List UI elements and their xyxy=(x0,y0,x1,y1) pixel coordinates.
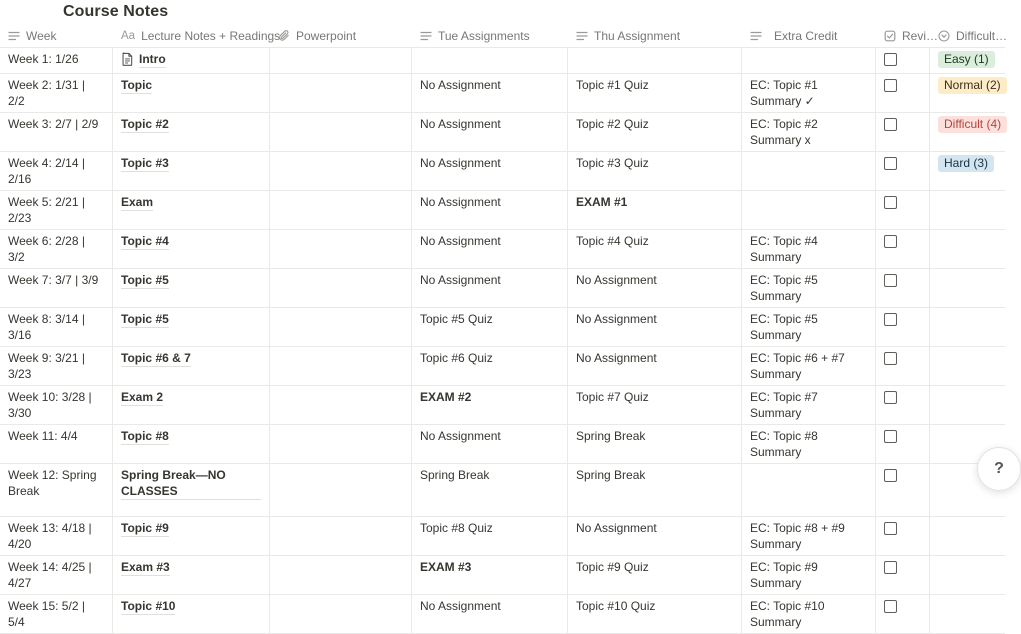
text-property-icon xyxy=(750,30,762,42)
reviewed-cell xyxy=(876,386,930,424)
table-row xyxy=(0,191,1005,230)
reviewed-checkbox[interactable] xyxy=(884,391,897,404)
difficulty-cell[interactable] xyxy=(930,308,1005,346)
extra-credit-cell[interactable] xyxy=(742,464,876,516)
lecture-page-link[interactable] xyxy=(121,520,169,537)
thu-assignment-cell[interactable]: EXAM #1 xyxy=(568,191,742,229)
reviewed-checkbox[interactable] xyxy=(884,53,897,66)
thu-assignment-cell[interactable]: Topic #9 Quiz xyxy=(568,556,742,594)
powerpoint-cell[interactable] xyxy=(270,425,412,463)
difficulty-tag: Difficult (4) xyxy=(938,116,1007,133)
reviewed-checkbox[interactable] xyxy=(884,600,897,613)
extra-credit-cell[interactable]: EC: Topic #6 + #7 Summary xyxy=(742,347,876,385)
column-header-label: Lecture Notes + Readings xyxy=(141,29,281,43)
table-row xyxy=(0,386,1005,425)
reviewed-checkbox[interactable] xyxy=(884,79,897,92)
reviewed-checkbox[interactable] xyxy=(884,352,897,365)
lecture-notes-cell[interactable] xyxy=(113,74,270,112)
reviewed-cell xyxy=(876,230,930,268)
column-header-reviewed[interactable] xyxy=(876,25,939,47)
tue-assignment-cell[interactable]: No Assignment xyxy=(412,230,568,268)
week-cell[interactable]: Week 5: 2/21 | 2/23 xyxy=(0,191,113,229)
week-cell[interactable]: Week 15: 5/2 | 5/4 xyxy=(0,595,113,633)
reviewed-cell xyxy=(876,269,930,307)
difficulty-cell[interactable] xyxy=(930,556,1005,594)
lecture-page-link[interactable] xyxy=(121,155,169,172)
tue-assignment-cell[interactable]: No Assignment xyxy=(412,269,568,307)
lecture-page-title: Exam 2 xyxy=(121,390,164,404)
help-button[interactable]: ? xyxy=(977,447,1021,491)
column-header-lecture-notes[interactable] xyxy=(113,25,281,47)
reviewed-cell xyxy=(876,152,930,190)
lecture-page-link[interactable] xyxy=(121,77,152,94)
difficulty-cell[interactable] xyxy=(930,347,1005,385)
text-property-icon xyxy=(8,30,20,42)
lecture-page-link[interactable] xyxy=(121,389,163,406)
lecture-notes-cell[interactable] xyxy=(113,269,270,307)
tue-assignment-cell[interactable]: Topic #5 Quiz xyxy=(412,308,568,346)
powerpoint-cell[interactable] xyxy=(270,113,412,151)
lecture-page-link[interactable] xyxy=(121,272,169,289)
lecture-page-link[interactable] xyxy=(121,467,261,500)
thu-assignment-cell[interactable]: Topic #3 Quiz xyxy=(568,152,742,190)
lecture-page-link[interactable] xyxy=(121,116,169,133)
powerpoint-cell[interactable] xyxy=(270,386,412,424)
difficulty-cell[interactable] xyxy=(930,269,1005,307)
tue-assignment-cell[interactable]: No Assignment xyxy=(412,425,568,463)
tue-assignment-cell[interactable]: EXAM #2 xyxy=(412,386,568,424)
week-cell[interactable]: Week 13: 4/18 | 4/20 xyxy=(0,517,113,555)
extra-credit-cell[interactable]: EC: Topic #5 Summary xyxy=(742,308,876,346)
extra-credit-cell[interactable]: EC: Topic #8 Summary xyxy=(742,425,876,463)
difficulty-tag: Hard (3) xyxy=(938,155,994,172)
table-row xyxy=(0,269,1005,308)
lecture-page-link[interactable] xyxy=(121,559,170,576)
powerpoint-cell[interactable] xyxy=(270,269,412,307)
lecture-notes-cell[interactable] xyxy=(113,113,270,151)
difficulty-cell[interactable] xyxy=(930,48,1005,73)
lecture-page-link[interactable] xyxy=(121,598,175,615)
reviewed-cell xyxy=(876,191,930,229)
page-title[interactable]: Course Notes xyxy=(63,3,169,20)
difficulty-tag: Easy (1) xyxy=(938,51,995,68)
powerpoint-cell[interactable] xyxy=(270,230,412,268)
lecture-page-link[interactable] xyxy=(121,233,169,250)
column-header-difficulty[interactable] xyxy=(930,25,1008,47)
reviewed-checkbox[interactable] xyxy=(884,235,897,248)
thu-assignment-cell[interactable]: Spring Break xyxy=(568,425,742,463)
powerpoint-cell[interactable] xyxy=(270,48,412,73)
extra-credit-cell[interactable] xyxy=(742,191,876,229)
lecture-page-title: Topic #4 xyxy=(121,234,169,248)
reviewed-checkbox[interactable] xyxy=(884,118,897,131)
column-header-thu-assignment[interactable] xyxy=(568,25,742,47)
thu-assignment-cell[interactable]: No Assignment xyxy=(568,269,742,307)
powerpoint-cell[interactable] xyxy=(270,308,412,346)
reviewed-checkbox[interactable] xyxy=(884,522,897,535)
reviewed-checkbox[interactable] xyxy=(884,430,897,443)
lecture-notes-cell[interactable] xyxy=(113,48,270,73)
reviewed-cell xyxy=(876,113,930,151)
thu-assignment-cell[interactable]: No Assignment xyxy=(568,347,742,385)
table-row xyxy=(0,230,1005,269)
thu-assignment-cell[interactable] xyxy=(568,48,742,73)
powerpoint-cell[interactable] xyxy=(270,347,412,385)
lecture-page-link[interactable] xyxy=(121,194,153,211)
column-header-label: Tue Assignments xyxy=(438,29,530,43)
lecture-notes-cell[interactable] xyxy=(113,347,270,385)
lecture-page-link[interactable] xyxy=(121,428,169,445)
reviewed-cell xyxy=(876,517,930,555)
reviewed-checkbox[interactable] xyxy=(884,469,897,482)
difficulty-cell[interactable] xyxy=(930,113,1005,151)
column-header-label: Extra Credit xyxy=(774,29,838,43)
week-cell[interactable]: Week 1: 1/26 xyxy=(0,48,113,73)
table-row xyxy=(0,48,1005,74)
column-header-tue-assignments[interactable] xyxy=(412,25,568,47)
week-cell[interactable]: Week 10: 3/28 | 3/30 xyxy=(0,386,113,424)
lecture-notes-cell[interactable] xyxy=(113,595,270,633)
difficulty-cell[interactable] xyxy=(930,386,1005,424)
column-header-week[interactable] xyxy=(0,25,113,47)
lecture-notes-cell[interactable] xyxy=(113,464,270,516)
lecture-page-title: Spring Break—NO CLASSES xyxy=(121,467,261,500)
text-property-icon xyxy=(576,30,588,42)
week-cell[interactable]: Week 4: 2/14 | 2/16 xyxy=(0,152,113,190)
table-row xyxy=(0,308,1005,347)
checkbox-icon xyxy=(884,30,896,42)
extra-credit-cell[interactable]: EC: Topic #2 Summary x xyxy=(742,113,876,151)
thu-assignment-cell[interactable]: Topic #4 Quiz xyxy=(568,230,742,268)
lecture-page-title: Intro xyxy=(139,52,166,66)
lecture-notes-cell[interactable] xyxy=(113,517,270,555)
lecture-notes-cell[interactable] xyxy=(113,152,270,190)
extra-credit-cell[interactable] xyxy=(742,152,876,190)
table-row xyxy=(0,517,1005,556)
table-row xyxy=(0,595,1005,634)
table-row xyxy=(0,347,1005,386)
powerpoint-cell[interactable] xyxy=(270,152,412,190)
thu-assignment-cell[interactable]: No Assignment xyxy=(568,517,742,555)
extra-credit-cell[interactable]: EC: Topic #9 Summary xyxy=(742,556,876,594)
lecture-page-title: Exam #3 xyxy=(121,560,170,574)
paperclip-icon xyxy=(278,30,290,42)
title-property-icon: Aa xyxy=(121,30,136,42)
difficulty-cell[interactable] xyxy=(930,517,1005,555)
week-cell[interactable]: Week 2: 1/31 | 2/2 xyxy=(0,74,113,112)
powerpoint-cell[interactable] xyxy=(270,191,412,229)
lecture-page-title: Topic #10 xyxy=(121,599,176,613)
thu-assignment-cell[interactable]: Topic #7 Quiz xyxy=(568,386,742,424)
week-cell[interactable]: Week 8: 3/14 | 3/16 xyxy=(0,308,113,346)
tue-assignment-cell[interactable]: Topic #8 Quiz xyxy=(412,517,568,555)
difficulty-cell[interactable] xyxy=(930,595,1005,633)
tue-assignment-cell[interactable]: EXAM #3 xyxy=(412,556,568,594)
tue-assignment-cell[interactable] xyxy=(412,48,568,73)
difficulty-cell[interactable] xyxy=(930,230,1005,268)
table-body xyxy=(0,48,1005,634)
reviewed-cell xyxy=(876,48,930,73)
powerpoint-cell[interactable] xyxy=(270,464,412,516)
week-cell[interactable]: Week 12: Spring Break xyxy=(0,464,113,516)
lecture-notes-cell[interactable] xyxy=(113,556,270,594)
reviewed-checkbox[interactable] xyxy=(884,561,897,574)
extra-credit-cell[interactable]: EC: Topic #7 Summary xyxy=(742,386,876,424)
week-cell[interactable]: Week 3: 2/7 | 2/9 xyxy=(0,113,113,151)
lecture-page-link[interactable] xyxy=(121,350,191,367)
extra-credit-cell[interactable]: EC: Topic #4 Summary xyxy=(742,230,876,268)
table-row xyxy=(0,464,1005,517)
reviewed-cell xyxy=(876,556,930,594)
powerpoint-cell[interactable] xyxy=(270,517,412,555)
lecture-page-link[interactable] xyxy=(121,51,166,68)
course-notes-page xyxy=(0,2,1008,629)
lecture-notes-cell[interactable] xyxy=(113,308,270,346)
column-header-powerpoint[interactable] xyxy=(270,25,412,47)
tue-assignment-cell[interactable]: No Assignment xyxy=(412,191,568,229)
reviewed-cell xyxy=(876,595,930,633)
lecture-page-title: Topic #2 xyxy=(121,117,169,131)
powerpoint-cell[interactable] xyxy=(270,556,412,594)
difficulty-tag: Normal (2) xyxy=(938,77,1007,94)
lecture-notes-cell[interactable] xyxy=(113,191,270,229)
thu-assignment-cell[interactable]: Topic #2 Quiz xyxy=(568,113,742,151)
lecture-notes-cell[interactable] xyxy=(113,386,270,424)
lecture-page-title: Exam xyxy=(121,195,154,209)
extra-credit-cell[interactable]: EC: Topic #1 Summary ✓ xyxy=(742,74,876,112)
extra-credit-cell[interactable] xyxy=(742,48,876,73)
column-header-label: Week xyxy=(26,29,57,43)
column-header-label: Revi… xyxy=(902,29,939,43)
column-header-extra-credit[interactable] xyxy=(742,25,876,47)
lecture-page-title: Topic xyxy=(121,78,153,92)
table-row xyxy=(0,113,1005,152)
lecture-page-title: Topic #3 xyxy=(121,156,169,170)
reviewed-checkbox[interactable] xyxy=(884,157,897,170)
tue-assignment-cell[interactable]: Topic #6 Quiz xyxy=(412,347,568,385)
table-row xyxy=(0,152,1005,191)
tue-assignment-cell[interactable]: Spring Break xyxy=(412,464,568,516)
table-row xyxy=(0,556,1005,595)
tue-assignment-cell[interactable]: No Assignment xyxy=(412,113,568,151)
page-icon xyxy=(121,52,134,66)
reviewed-cell xyxy=(876,308,930,346)
tue-assignment-cell[interactable]: No Assignment xyxy=(412,74,568,112)
column-header-label: Powerpoint xyxy=(296,29,357,43)
difficulty-cell[interactable] xyxy=(930,152,1005,190)
table-row xyxy=(0,425,1005,464)
lecture-page-title: Topic #9 xyxy=(121,521,169,535)
table-row xyxy=(0,74,1005,113)
thu-assignment-cell[interactable]: Topic #1 Quiz xyxy=(568,74,742,112)
powerpoint-cell[interactable] xyxy=(270,74,412,112)
table-header xyxy=(0,25,1008,48)
extra-credit-cell[interactable]: EC: Topic #8 + #9 Summary xyxy=(742,517,876,555)
powerpoint-cell[interactable] xyxy=(270,595,412,633)
reviewed-cell xyxy=(876,74,930,112)
lecture-page-title: Topic #5 xyxy=(121,273,169,287)
week-cell[interactable]: Week 9: 3/21 | 3/23 xyxy=(0,347,113,385)
extra-credit-cell[interactable]: EC: Topic #5 Summary xyxy=(742,269,876,307)
difficulty-cell[interactable] xyxy=(930,191,1005,229)
week-cell[interactable]: Week 6: 2/28 | 3/2 xyxy=(0,230,113,268)
lecture-notes-cell[interactable] xyxy=(113,425,270,463)
column-header-label: Thu Assignment xyxy=(594,29,681,43)
extra-credit-cell[interactable]: EC: Topic #10 Summary xyxy=(742,595,876,633)
select-chevron-circle-icon xyxy=(938,30,950,42)
difficulty-cell[interactable] xyxy=(930,74,1005,112)
lecture-page-title: Topic #5 xyxy=(121,312,169,326)
tue-assignment-cell[interactable]: No Assignment xyxy=(412,152,568,190)
tue-assignment-cell[interactable]: No Assignment xyxy=(412,595,568,633)
thu-assignment-cell[interactable]: Spring Break xyxy=(568,464,742,516)
lecture-page-title: Topic #8 xyxy=(121,429,169,443)
reviewed-cell xyxy=(876,464,930,516)
column-header-label: Difficult… xyxy=(956,29,1008,43)
lecture-notes-cell[interactable] xyxy=(113,230,270,268)
text-property-icon xyxy=(420,30,432,42)
thu-assignment-cell[interactable]: Topic #10 Quiz xyxy=(568,595,742,633)
reviewed-checkbox[interactable] xyxy=(884,274,897,287)
lecture-page-link[interactable] xyxy=(121,311,169,328)
week-cell[interactable]: Week 14: 4/25 | 4/27 xyxy=(0,556,113,594)
week-cell[interactable]: Week 11: 4/4 xyxy=(0,425,113,463)
reviewed-checkbox[interactable] xyxy=(884,313,897,326)
reviewed-cell xyxy=(876,425,930,463)
thu-assignment-cell[interactable]: No Assignment xyxy=(568,308,742,346)
week-cell[interactable]: Week 7: 3/7 | 3/9 xyxy=(0,269,113,307)
reviewed-checkbox[interactable] xyxy=(884,196,897,209)
reviewed-cell xyxy=(876,347,930,385)
lecture-page-title: Topic #6 & 7 xyxy=(121,351,191,365)
